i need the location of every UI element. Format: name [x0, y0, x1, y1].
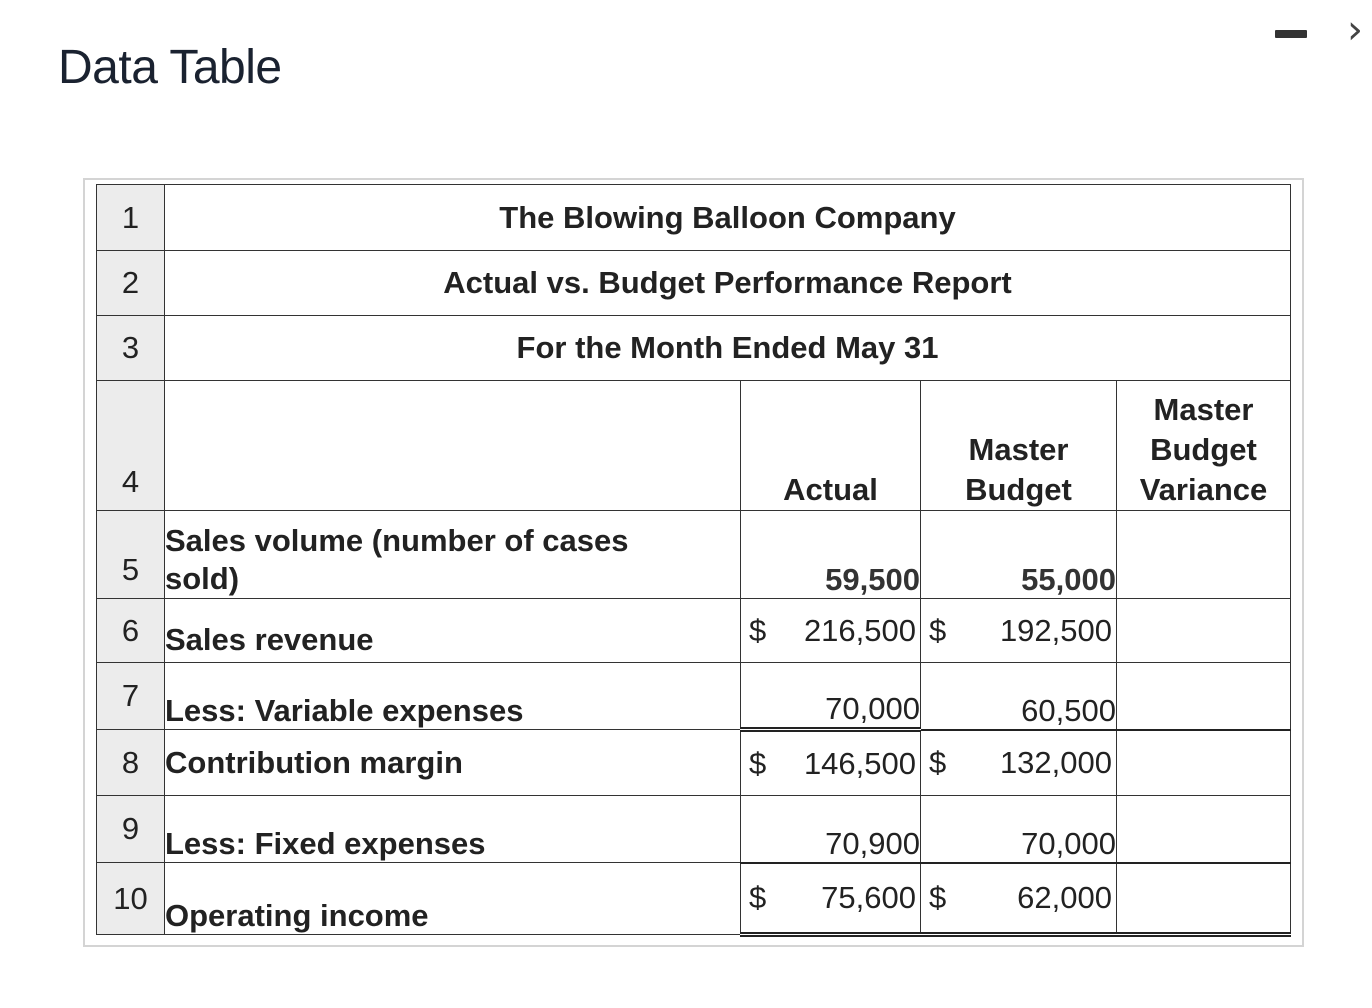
amount: 75,600 [821, 879, 916, 915]
row-number: 3 [97, 316, 165, 381]
amount: 192,500 [999, 612, 1112, 648]
row-label: Sales volume (number of cases sold) [165, 511, 741, 599]
actual-value [741, 730, 921, 796]
amount: 132,000 [999, 744, 1112, 780]
row-number: 4 [97, 381, 165, 511]
budget-value [921, 730, 1117, 796]
budget-value: 55,000 [921, 511, 1117, 599]
dollar-sign: $ [749, 612, 767, 648]
dollar-sign: $ [929, 612, 947, 648]
table-row [97, 316, 1291, 381]
variance-value [1117, 863, 1291, 935]
chevron-right-icon[interactable]: › [1347, 7, 1363, 53]
variance-value [1117, 796, 1291, 863]
table-row [97, 599, 1291, 663]
table-row [97, 251, 1291, 316]
row-number: 8 [97, 730, 165, 796]
table-row [97, 730, 1291, 796]
column-header-actual: Actual [741, 381, 921, 511]
report-title: Actual vs. Budget Performance Report [165, 251, 1291, 316]
budget-value [921, 599, 1117, 663]
amount: 216,500 [803, 612, 916, 648]
actual-value: 70,900 [741, 796, 921, 863]
actual-value: 70,000 [741, 663, 921, 730]
variance-value [1117, 663, 1291, 730]
page-title: Data Table [58, 41, 282, 94]
budget-value [921, 863, 1117, 935]
table-row [97, 511, 1291, 599]
company-name: The Blowing Balloon Company [165, 185, 1291, 251]
row-number: 7 [97, 663, 165, 730]
table-row [97, 863, 1291, 935]
empty-cell [165, 381, 741, 511]
table-row [97, 663, 1291, 730]
budget-value: 70,000 [921, 796, 1117, 863]
minimize-icon[interactable] [1275, 30, 1307, 38]
row-label: Less: Fixed expenses [165, 796, 741, 863]
actual-value [741, 599, 921, 663]
table-row [97, 796, 1291, 863]
actual-value [741, 863, 921, 935]
report-period: For the Month Ended May 31 [165, 316, 1291, 381]
variance-value [1117, 730, 1291, 796]
row-label: Contribution margin [165, 730, 741, 796]
dollar-sign: $ [929, 879, 947, 915]
amount: 62,000 [1017, 879, 1112, 915]
row-number: 5 [97, 511, 165, 599]
row-number: 1 [97, 185, 165, 251]
row-number: 6 [97, 599, 165, 663]
dollar-sign: $ [749, 879, 767, 915]
amount: 146,500 [803, 745, 916, 781]
row-label: Operating income [165, 863, 741, 935]
table-row [97, 185, 1291, 251]
variance-value [1117, 599, 1291, 663]
row-label: Sales revenue [165, 599, 741, 663]
variance-value [1117, 511, 1291, 599]
table-row [97, 381, 1291, 511]
column-header-master-budget: Master Budget [921, 381, 1117, 511]
performance-report-table [96, 184, 1291, 937]
row-label: Less: Variable expenses [165, 663, 741, 730]
row-number: 2 [97, 251, 165, 316]
column-header-variance: Master Budget Variance [1117, 381, 1291, 511]
budget-value: 60,500 [921, 663, 1117, 730]
dollar-sign: $ [749, 745, 767, 781]
dollar-sign: $ [929, 744, 947, 780]
actual-value: 59,500 [741, 511, 921, 599]
row-number: 9 [97, 796, 165, 863]
row-number: 10 [97, 863, 165, 935]
